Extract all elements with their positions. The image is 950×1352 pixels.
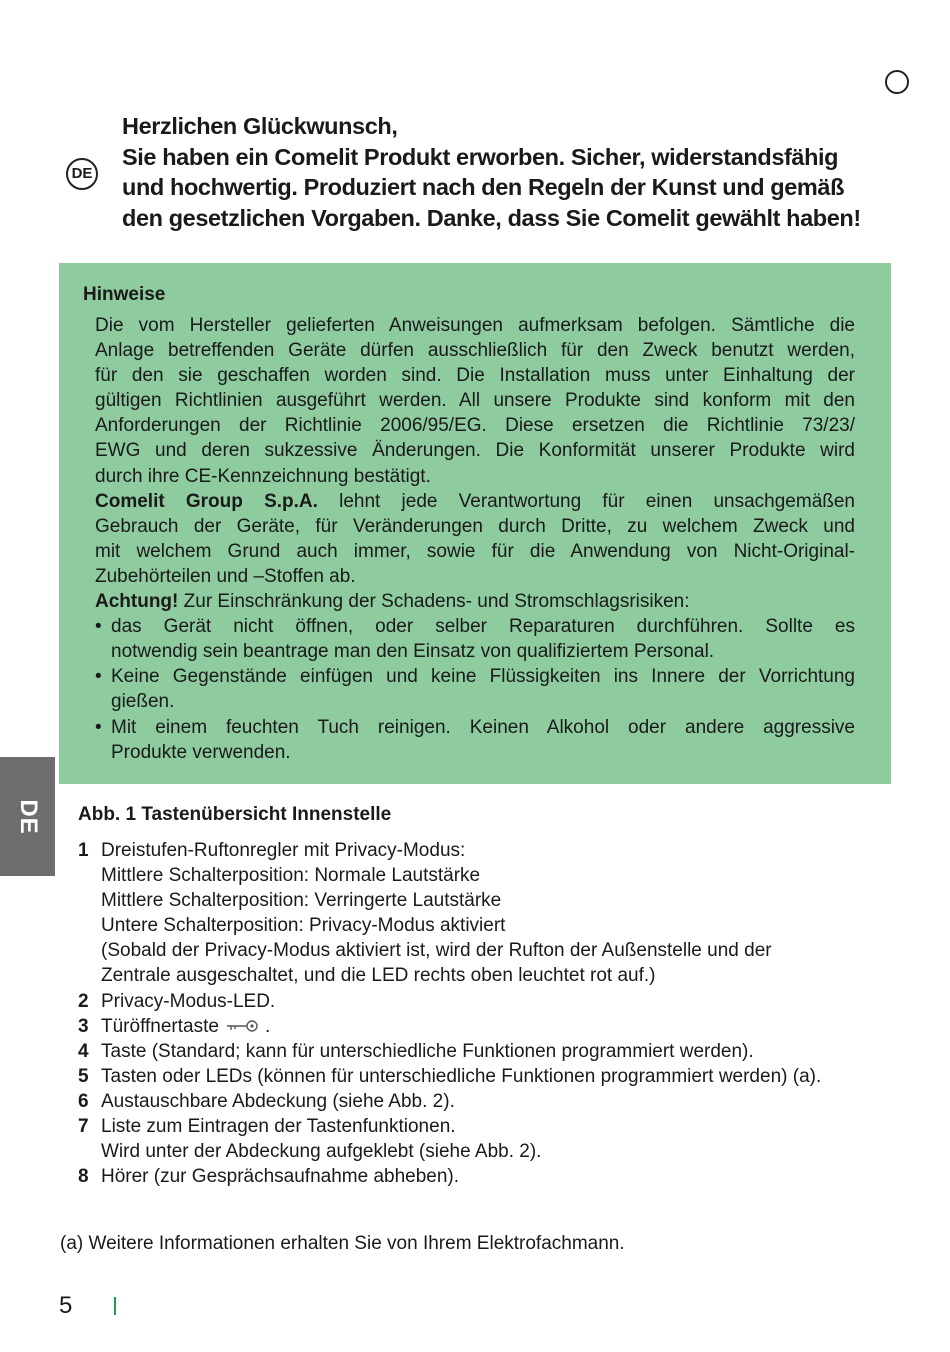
bullet-line: gießen.	[111, 691, 175, 713]
legend-text-suffix: .	[264, 1015, 271, 1037]
legend-number: 8	[78, 1166, 89, 1188]
page-number: 5	[59, 1292, 73, 1319]
legend-number: 7	[78, 1116, 89, 1138]
legend-line: Tasten oder LEDs (können für unterschiedliche Funktionen programmiert werden) (a).	[101, 1065, 822, 1087]
legend-line: Untere Schalterposition: Privacy-Modus aktiviert	[101, 915, 506, 937]
company-name: Comelit Group S.p.A.	[95, 490, 318, 512]
disclaimer-text: lehnt jede Verantwortung für einen unsachgemäßen	[317, 490, 855, 512]
figure-legend	[78, 838, 908, 1189]
notice-line: für den sie geschaffen worden sind. Die Installation muss unter Einhaltung der	[95, 365, 855, 387]
legend-line: Mittlere Schalterposition: Normale Lautstärke	[101, 865, 481, 887]
bullet-line: Mit einem feuchten Tuch reinigen. Keinen Alkohol oder andere aggressive	[111, 716, 855, 738]
legend-line: Taste (Standard; kann für unterschiedliche Funktionen programmiert werden).	[101, 1040, 754, 1062]
intro-text	[122, 111, 912, 233]
warning-label: Achtung!	[95, 591, 179, 613]
legend-line: Liste zum Eintragen der Tastenfunktionen.	[101, 1116, 456, 1138]
intro-line: Herzlichen Glückwunsch,	[122, 113, 398, 139]
legend-item	[78, 838, 908, 989]
intro-line: Sie haben ein Comelit Produkt erworben. Sicher, widerstandsfähig	[122, 143, 839, 170]
notice-line: Zubehörteilen und –Stoffen ab.	[95, 565, 356, 587]
bullet-line: notwendig sein beantrage man den Einsatz von qualifiziertem Personal.	[111, 641, 715, 663]
footnote: (a) Weitere Informationen erhalten Sie von Ihrem Elektrofachmann.	[60, 1233, 625, 1254]
bullet-item	[95, 715, 855, 765]
legend-line: Mittlere Schalterposition: Verringerte Lautstärke	[101, 890, 502, 912]
notice-title: Hinweise	[83, 284, 166, 305]
legend-line: Privacy-Modus-LED.	[101, 990, 276, 1012]
notice-body	[95, 313, 855, 765]
warning-line	[95, 589, 855, 614]
bullet-line: Keine Gegenstände einfügen und keine Flüssigkeiten ins Innere der Vorrichtung	[111, 666, 855, 688]
notice-line: durch ihre CE-Kennzeichnung bestätigt.	[95, 465, 431, 487]
figure-title: Abb. 1 Tastenübersicht Innenstelle	[78, 804, 392, 825]
bullet-item	[95, 664, 855, 714]
legend-line: Hörer (zur Gesprächsaufnahme abheben).	[101, 1166, 460, 1188]
language-side-tab	[0, 757, 55, 876]
language-badge: DE	[66, 158, 98, 190]
legend-item	[78, 1164, 908, 1189]
legend-line: Dreistufen-Ruftonregler mit Privacy-Modus:	[101, 840, 466, 861]
legend-line: Zentrale ausgeschaltet, und die LED rechts oben leuchtet rot auf.)	[101, 965, 656, 987]
notice-line: mit welchem Grund auch immer, sowie für die Anwendung von Nicht-Original-	[95, 540, 855, 562]
bullet-line: das Gerät nicht öffnen, oder selber Reparaturen durchführen. Sollte es	[111, 616, 855, 638]
legend-item	[78, 1089, 908, 1114]
legend-item	[78, 989, 908, 1014]
notice-line: Die vom Hersteller gelieferten Anweisungen aufmerksam befolgen. Sämtliche die	[95, 315, 855, 336]
legend-number: 3	[78, 1015, 89, 1037]
legend-item	[78, 1114, 908, 1164]
legend-number: 2	[78, 990, 89, 1012]
warning-text: Zur Einschränkung der Schadens- und Stromschlagsrisiken:	[178, 591, 690, 613]
notice-line: Gebrauch der Geräte, für Veränderungen durch Dritte, zu welchem Zweck und	[95, 515, 855, 537]
bullet-dot: •	[95, 666, 102, 688]
legend-number: 1	[78, 840, 89, 861]
legend-text: Türöffnertaste	[101, 1015, 219, 1037]
notice-line: gültigen Richtlinien ausgeführt werden. All unsere Produkte sind konform mit den	[95, 390, 855, 412]
disclaimer-line	[95, 489, 855, 514]
notice-box	[59, 263, 891, 784]
page-number-rule	[114, 1297, 116, 1315]
legend-number: 4	[78, 1040, 89, 1062]
legend-line: (Sobald der Privacy-Modus aktiviert ist, wird der Rufton der Außenstelle und der	[101, 940, 772, 962]
notice-line: EWG und deren sukzessive Änderungen. Die Konformität unserer Produkte wird	[95, 440, 855, 462]
intro-line: und hochwertig. Produziert nach den Regeln der Kunst und gemäß	[122, 174, 845, 200]
legend-line	[101, 1014, 908, 1039]
key-icon	[225, 1019, 261, 1033]
intro-line: den gesetzlichen Vorgaben. Danke, dass Sie Comelit gewählt haben!	[122, 204, 861, 231]
legend-item	[78, 1039, 908, 1064]
legend-line: Wird unter der Abdeckung aufgeklebt (siehe Abb. 2).	[101, 1141, 542, 1163]
corner-circle-mark	[885, 70, 909, 94]
legend-item	[78, 1064, 908, 1089]
bullet-item	[95, 614, 855, 664]
legend-number: 6	[78, 1090, 89, 1112]
bullet-dot: •	[95, 616, 102, 638]
notice-line: Anlage betreffenden Geräte dürfen ausschließlich für den Zweck benutzt werden,	[95, 340, 855, 362]
legend-number: 5	[78, 1065, 89, 1087]
side-tab-label: DE	[14, 798, 42, 835]
bullet-dot: •	[95, 716, 102, 738]
legend-item	[78, 1014, 908, 1039]
legend-line: Austauschbare Abdeckung (siehe Abb. 2).	[101, 1090, 455, 1112]
bullet-line: Produkte verwenden.	[111, 741, 291, 763]
notice-line: Anforderungen der Richtlinie 2006/95/EG. Diese ersetzen die Richtlinie 73/23/	[95, 415, 855, 437]
